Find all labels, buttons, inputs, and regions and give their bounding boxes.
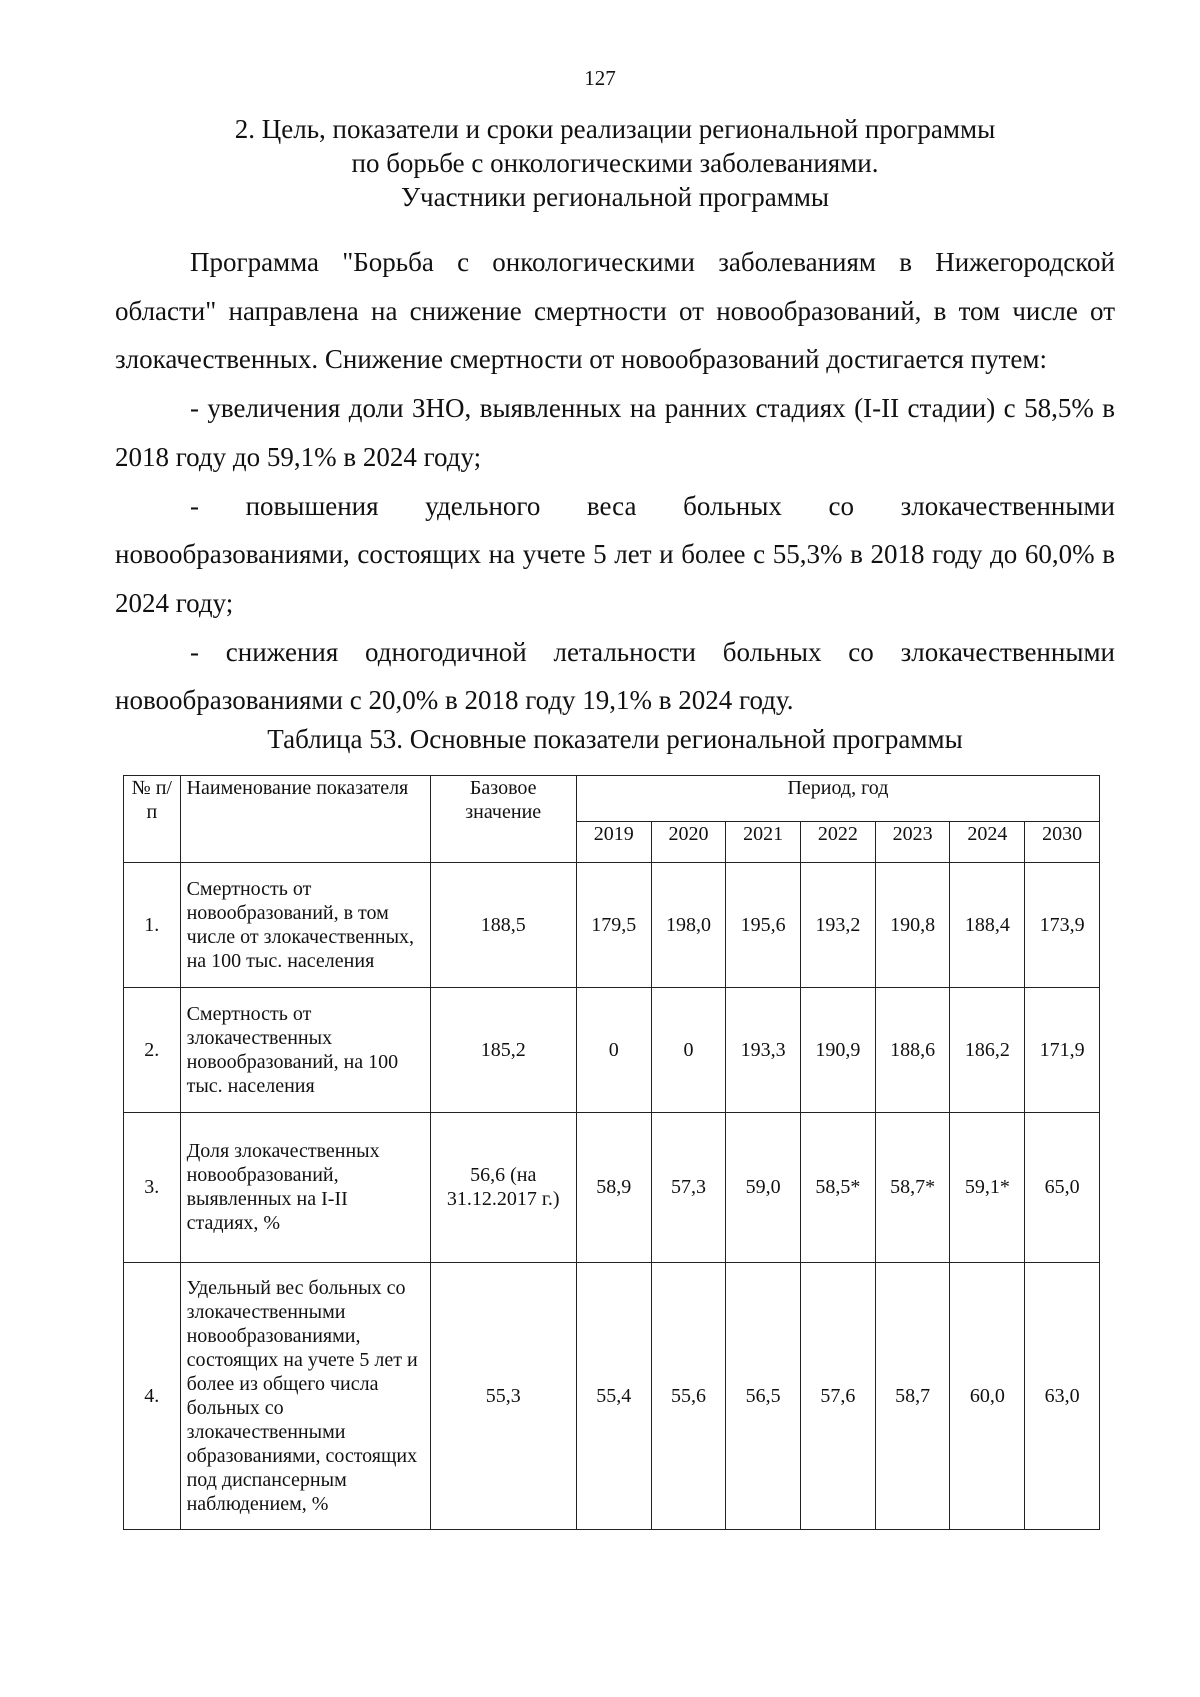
year-value: 188,4 [950, 863, 1025, 988]
year-value: 59,0 [726, 1112, 801, 1262]
header-year: 2020 [651, 822, 726, 863]
year-value: 193,2 [801, 863, 876, 988]
paragraph-intro: Программа "Борьба с онкологическими заболеваниям в Нижегородской области" направлена на снижение смертности от новообразований, в том числе от злокачественных. Снижение смертности от новообразований достигается путем: [115, 247, 1115, 375]
row-number: 4. [124, 1262, 181, 1529]
header-year: 2023 [875, 822, 950, 863]
header-base-value: Базовое значение [430, 776, 576, 863]
base-value: 55,3 [430, 1262, 576, 1529]
row-number: 3. [124, 1112, 181, 1262]
paragraph-early-detection: - увеличения доли ЗНО, выявленных на ранних стадиях (I-II стадии) с 58,5% в 2018 году до 59,1% в 2024 году; [115, 393, 1115, 472]
header-year: 2022 [801, 822, 876, 863]
table-header-row [124, 776, 1100, 822]
header-year: 2024 [950, 822, 1025, 863]
base-value: 188,5 [430, 863, 576, 988]
header-year: 2021 [726, 822, 801, 863]
page-number: 127 [584, 66, 616, 90]
year-value: 60,0 [950, 1262, 1025, 1529]
year-value: 57,6 [801, 1262, 876, 1529]
header-year: 2019 [576, 822, 651, 863]
year-value: 188,6 [875, 987, 950, 1112]
indicator-name: Смертность от злокачественных новообразований, на 100 тыс. населения [180, 987, 430, 1112]
row-number: 1. [124, 863, 181, 988]
table-row [124, 987, 1100, 1112]
table-row [124, 1262, 1100, 1529]
table-row [124, 1112, 1100, 1262]
section-title-line: 2. Цель, показатели и сроки реализации региональной программы [234, 114, 996, 144]
year-value: 173,9 [1025, 863, 1100, 988]
year-value: 58,5* [801, 1112, 876, 1262]
year-value: 58,9 [576, 1112, 651, 1262]
paragraph-five-year-survival: - повышения удельного веса больных со злокачественными новообразованиями, состоящих на учете 5 лет и более с 55,3% в 2018 году до 60,0% в 2024 году; [115, 490, 1115, 618]
base-value: 56,6 (на 31.12.2017 г.) [430, 1112, 576, 1262]
year-value: 58,7* [875, 1112, 950, 1262]
year-value: 63,0 [1025, 1262, 1100, 1529]
header-indicator-name: Наименование показателя [180, 776, 430, 863]
year-value: 0 [651, 987, 726, 1112]
table-row [124, 863, 1100, 988]
indicator-name: Смертность от новообразований, в том числе от злокачественных, на 100 тыс. населения [180, 863, 430, 988]
indicator-name: Удельный вес больных со злокачественными новообразованиями, состоящих на учете 5 лет и более из общего числа больных со злокачественными образованиями, состоящих под диспансерным наблюдением, % [180, 1262, 430, 1529]
year-value: 190,8 [875, 863, 950, 988]
base-value: 185,2 [430, 987, 576, 1112]
year-value: 56,5 [726, 1262, 801, 1529]
section-title-line: Участники региональной программы [400, 182, 830, 212]
year-value: 179,5 [576, 863, 651, 988]
year-value: 0 [576, 987, 651, 1112]
section-title [115, 112, 1115, 214]
year-value: 186,2 [950, 987, 1025, 1112]
year-value: 198,0 [651, 863, 726, 988]
year-value: 59,1* [950, 1112, 1025, 1262]
body-text [115, 238, 1115, 725]
year-value: 57,3 [651, 1112, 726, 1262]
header-number: № п/п [124, 776, 181, 863]
indicators-table [123, 775, 1100, 1530]
indicator-name: Доля злокачественных новообразований, выявленных на I-II стадиях, % [180, 1112, 430, 1262]
header-period: Период, год [576, 776, 1099, 822]
year-value: 193,3 [726, 987, 801, 1112]
year-value: 55,6 [651, 1262, 726, 1529]
paragraph-one-year-lethality: - снижения одногодичной летальности больных со злокачественными новообразованиями с 20,0% в 2018 году 19,1% в 2024 году. [115, 636, 1115, 716]
year-value: 65,0 [1025, 1112, 1100, 1262]
section-title-line: по борьбе с онкологическими заболеваниями. [351, 148, 879, 178]
row-number: 2. [124, 987, 181, 1112]
year-value: 171,9 [1025, 987, 1100, 1112]
header-year: 2030 [1025, 822, 1100, 863]
year-value: 195,6 [726, 863, 801, 988]
year-value: 58,7 [875, 1262, 950, 1529]
year-value: 190,9 [801, 987, 876, 1112]
table-caption: Таблица 53. Основные показатели региональной программы [267, 724, 963, 754]
year-value: 55,4 [576, 1262, 651, 1529]
